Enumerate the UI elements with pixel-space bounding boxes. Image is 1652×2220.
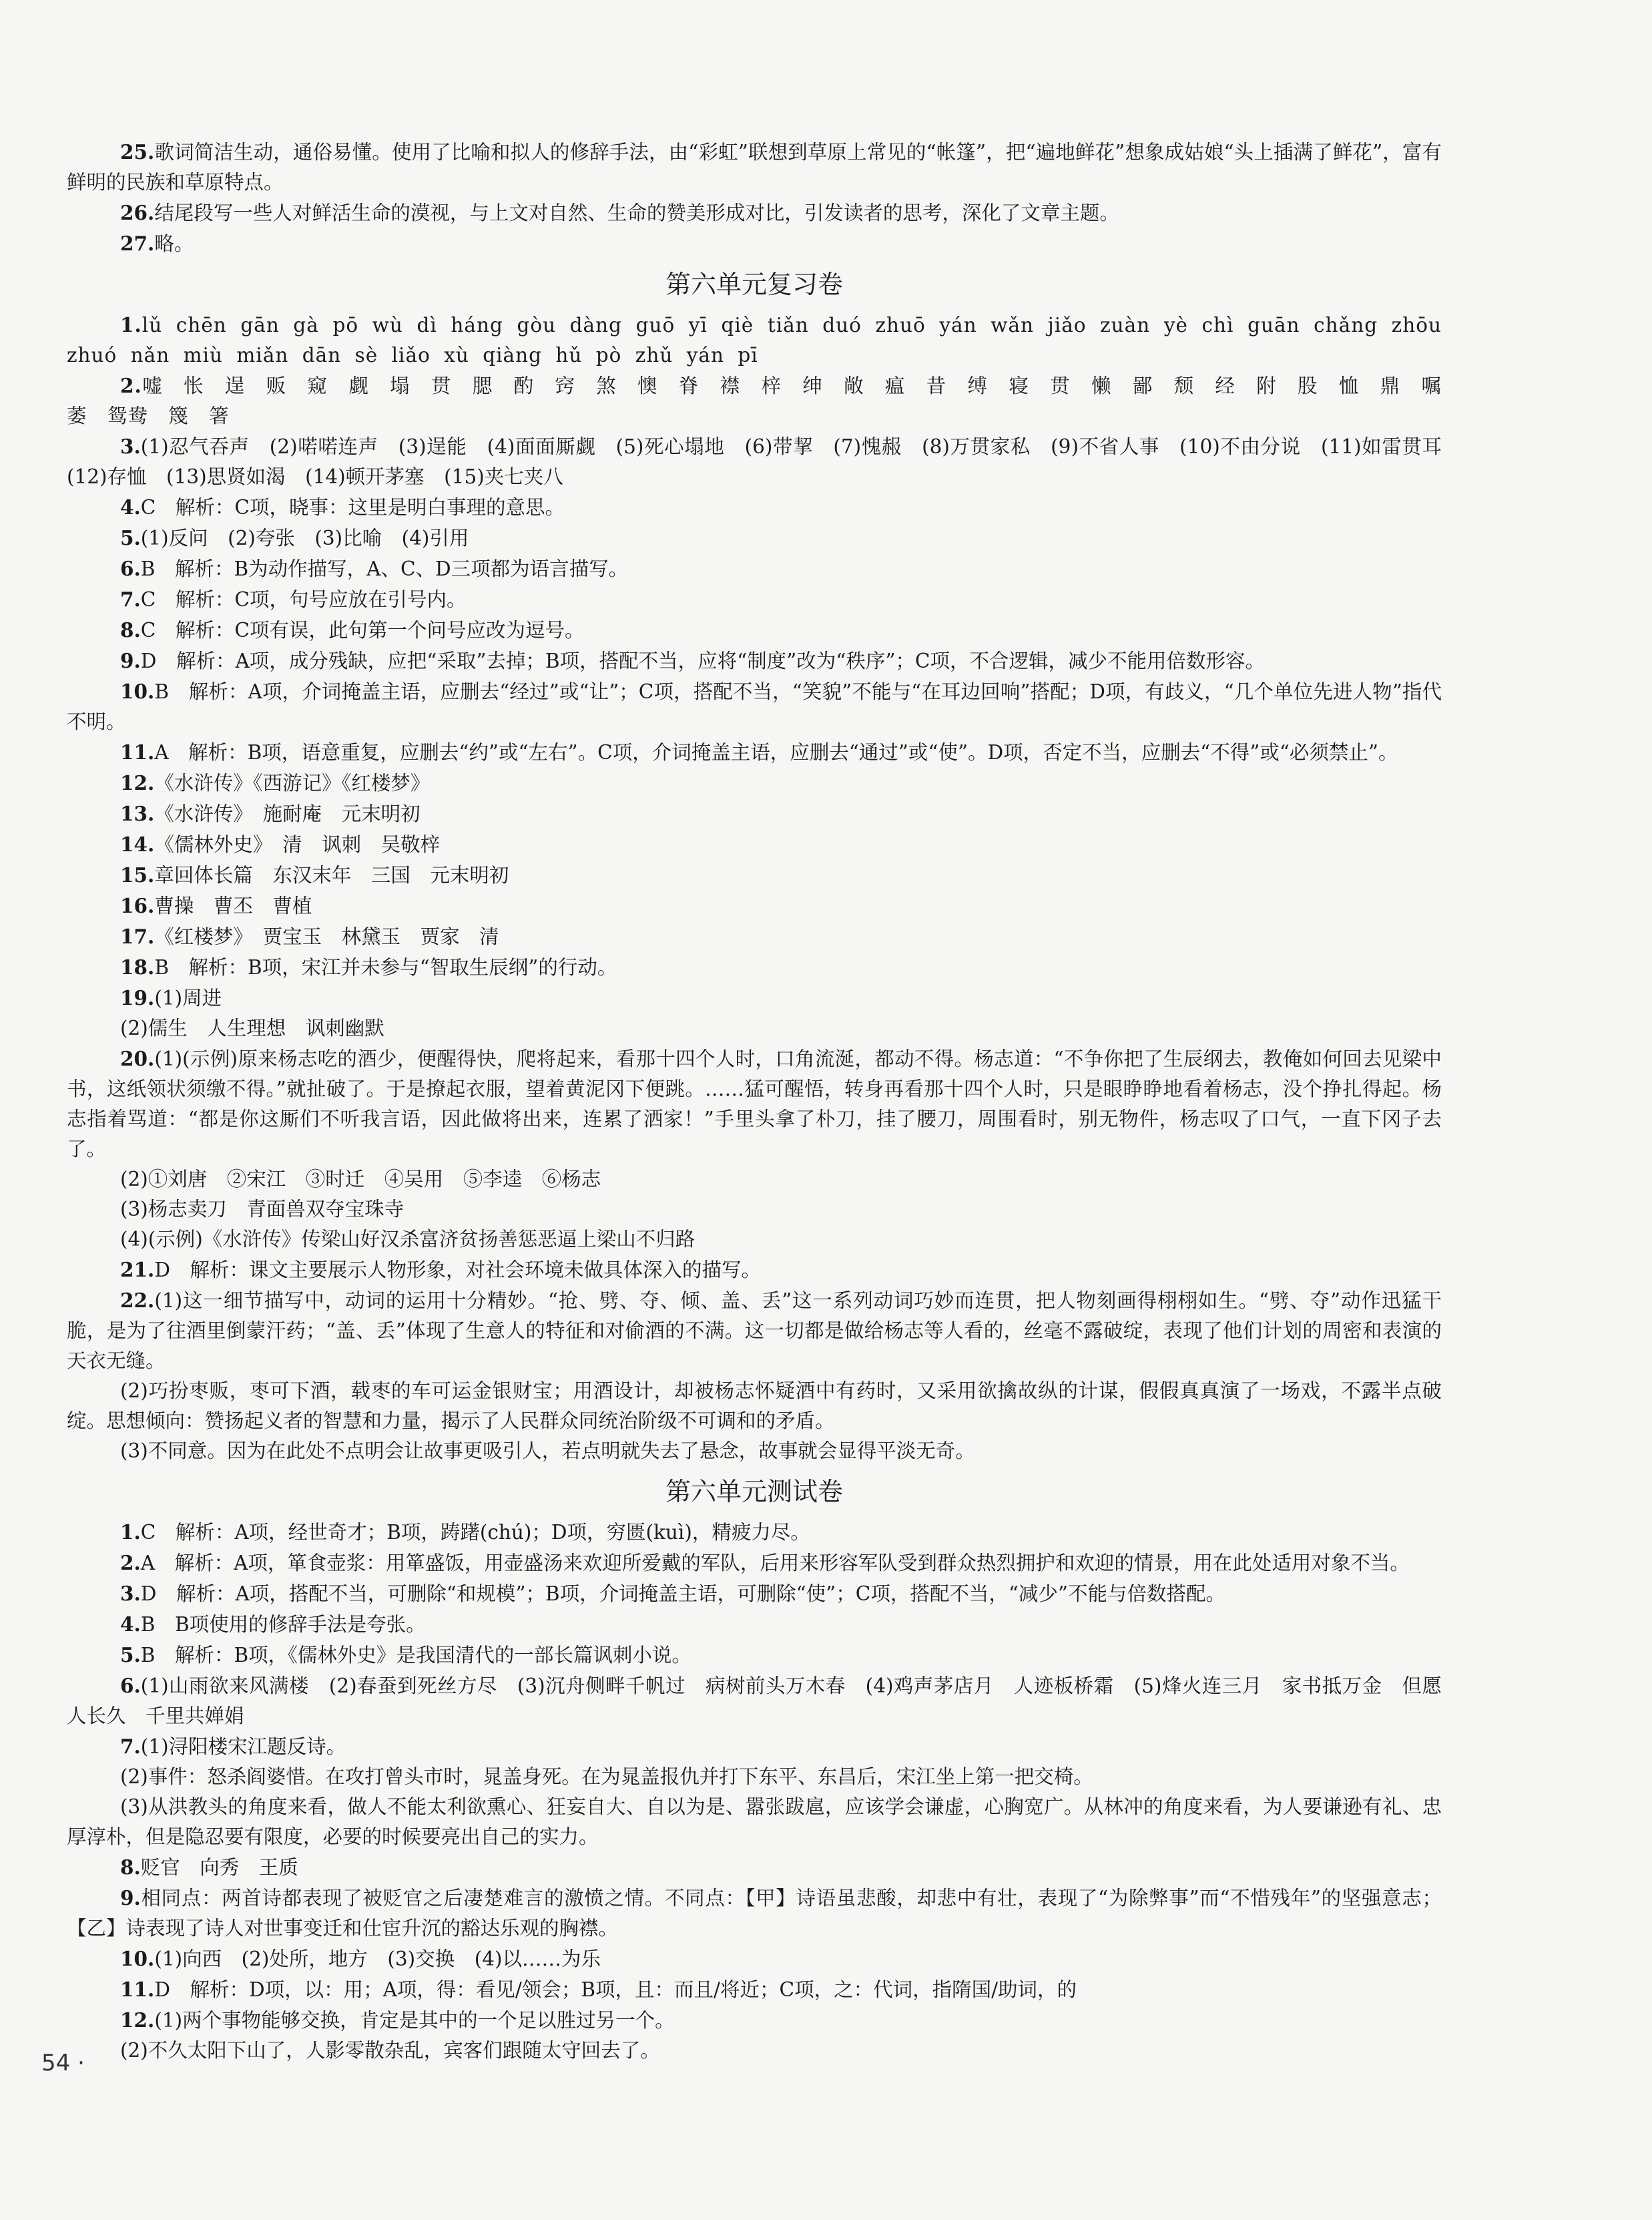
answer-number: 9. (120, 1886, 141, 1910)
answer-item-t5 (67, 1640, 1442, 1671)
answer-item-t9 (67, 1883, 1442, 1944)
answer-text: B B项使用的修辞手法是夸张。 (140, 1613, 426, 1636)
answer-item-t7 (67, 1731, 1442, 1762)
answer-item-t3 (67, 1578, 1442, 1609)
section-title-test: 第六单元测试卷 (665, 1477, 843, 1506)
answer-text: (1)忍气吞声 (2)喏喏连声 (3)逞能 (4)面面厮觑 (5)死心塌地 (6)带挈 (7)愧赧 (8)万贯家私 (9)不省人事 (10)不由分说 (11)如雷贯耳 (12)存恤 (13)思贤如渴 (14)顿开茅塞 (15)夹七夹八 (67, 435, 1462, 488)
answer-text: B 解析：B为动作描写，A、C、D三项都为语言描写。 (140, 558, 629, 580)
answer-text: 略。 (154, 232, 194, 255)
answer-number: 7. (120, 1735, 141, 1758)
answer-number: 13. (120, 802, 155, 825)
answer-text: (1)向西 (2)处所，地方 (3)交换 (4)以……为乐 (154, 1948, 601, 1970)
answer-item-q11 (67, 737, 1442, 768)
test-answers (67, 1517, 1442, 2066)
answer-item-t7c (67, 1792, 1442, 1852)
answer-item-q15 (67, 860, 1442, 891)
answer-text: 《红楼梦》 贾宝玉 林黛玉 贾家 清 (154, 925, 499, 948)
answer-item-q4 (67, 492, 1442, 523)
answer-number: 2. (120, 374, 142, 397)
answer-number: 15. (120, 863, 155, 887)
answer-number: 5. (120, 526, 141, 549)
answer-item-t11 (67, 1974, 1442, 2005)
answer-number: 3. (120, 1582, 141, 1605)
page-content (67, 137, 1462, 2066)
top-answers (67, 137, 1442, 259)
answer-item-q27 (67, 228, 1442, 259)
answer-item-t8 (67, 1852, 1442, 1883)
answer-text: 相同点：两首诗都表现了被贬官之后凄楚难言的激愤之情。不同点：【甲】诗语虽悲酸，却悲中有壮，表现了“为除弊事”而“不惜残年”的坚强意志；【乙】诗表现了诗人对世事变迁和仕宦升沉的豁达乐观的胸襟。 (67, 1887, 1442, 1940)
answer-text: (1)两个事物能够交换，肯定是其中的一个足以胜过另一个。 (154, 2009, 675, 2032)
answer-item-q6 (67, 553, 1442, 584)
answer-number: 8. (120, 1855, 141, 1879)
answer-number: 27. (120, 232, 155, 255)
answer-number: 20. (120, 1047, 155, 1070)
answer-number: 2. (120, 1551, 141, 1574)
answer-item-q8 (67, 615, 1442, 646)
answer-item-q16 (67, 891, 1442, 921)
answer-item-q3 (67, 431, 1462, 492)
answer-number: 12. (120, 771, 155, 795)
answer-text: 《水浒传》 施耐庵 元末明初 (154, 803, 421, 825)
answer-number: 9. (120, 649, 141, 672)
answer-text: (3)从洪教头的角度来看，做人不能太利欲熏心、狂妄自大、自以为是、嚣张跋扈，应该学会谦虚，心胸宽广。从林冲的角度来看，为人要谦逊有礼、忠厚淳朴，但是隐忍要有限度，必要的时候要亮出自己的实力。 (67, 1795, 1442, 1848)
answer-number: 11. (120, 1978, 155, 2001)
answer-number: 4. (120, 495, 141, 519)
answer-item-q19b (67, 1014, 1442, 1044)
answer-text: D 解析：A项，成分残缺，应把“采取”去掉；B项，搭配不当，应将“制度”改为“秩序”；C项，不合逻辑，减少不能用倍数形容。 (140, 650, 1265, 672)
answer-item-q2 (67, 371, 1442, 431)
answer-text: (1)(示例)原来杨志吃的酒少，便醒得快，爬将起来，看那十四个人时，口角流涎，都动不得。杨志道：“不争你把了生辰纲去，教俺如何回去见梁中书，这纸领状须缴不得。”就扯破了。于是撩起衣服，望着黄泥冈下便跳。……猛可醒悟，转身再看那十四个人时，只是眼睁睁地看着杨志，没个挣扎得起。杨志指着骂道：“都是你这厮们不听我言语，因此做将出来，连累了洒家！”手里头拿了朴刀，挂了腰刀，周围看时，别无物件，杨志叹了口气，一直下冈子去了。 (67, 1048, 1442, 1160)
answer-number: 17. (120, 925, 155, 948)
answer-number: 11. (120, 740, 155, 764)
answer-item-q20c (67, 1194, 1442, 1225)
answer-item-t7b (67, 1762, 1442, 1792)
answer-text: (1)浔阳楼宋江题反诗。 (140, 1735, 346, 1758)
answer-text: (4)(示例)《水浒传》传梁山好汉杀富济贫扬善惩恶逼上梁山不归路 (120, 1228, 696, 1251)
answer-item-q12 (67, 768, 1442, 799)
section-title-review: 第六单元复习卷 (665, 270, 843, 299)
answer-text: 曹操 曹丕 曹植 (154, 895, 312, 917)
answer-item-q14 (67, 829, 1442, 860)
answer-text: B 解析：B项，宋江并未参与“智取生辰纲”的行动。 (154, 956, 617, 979)
answer-number: 6. (120, 557, 141, 580)
answer-number: 5. (120, 1643, 141, 1667)
answer-text: (3)杨志卖刀 青面兽双夺宝珠寺 (120, 1198, 404, 1220)
answer-item-q20d (67, 1225, 1442, 1255)
answer-text: (2)儒生 人生理想 讽刺幽默 (120, 1017, 384, 1040)
answer-number: 16. (120, 894, 155, 917)
answer-number: 8. (120, 618, 141, 642)
answer-text: (1)周进 (154, 987, 222, 1010)
answer-item-q21 (67, 1255, 1442, 1285)
answer-item-q17 (67, 921, 1442, 952)
answer-number: 3. (120, 435, 141, 458)
answer-item-q1 (67, 310, 1442, 371)
answer-text: 结尾段写一些人对鲜活生命的漠视，与上文对自然、生命的赞美形成对比，引发读者的思考，深化了文章主题。 (154, 202, 1119, 224)
answer-item-t6 (67, 1671, 1442, 1731)
answer-text: (1)反问 (2)夸张 (3)比喻 (4)引用 (140, 527, 469, 549)
answer-text: 《儒林外史》 清 讽刺 吴敬梓 (154, 833, 441, 856)
pinyin-answers: lǔ chēn gān gà pō wù dì háng gòu dàng guō yī qiè tiǎn duó zhuō yán wǎn jiǎo zuàn yè chì guān chǎng zhōu zhuó nǎn miù miǎn dān sè liǎo xù qiàng hǔ pò zhǔ yán pī (67, 314, 1442, 367)
answer-text: 贬官 向秀 王质 (140, 1856, 298, 1879)
answer-number: 22. (120, 1289, 155, 1312)
answer-number: 4. (120, 1612, 141, 1636)
answer-number: 19. (120, 986, 155, 1010)
answer-item-q22 (67, 1285, 1442, 1376)
answer-item-q18 (67, 952, 1442, 983)
answer-number: 10. (120, 1947, 155, 1970)
answer-number: 12. (120, 2008, 155, 2032)
answer-number: 26. (120, 201, 155, 224)
answer-text: 章回体长篇 东汉末年 三国 元末明初 (154, 864, 509, 887)
answer-number: 21. (120, 1258, 155, 1281)
answer-item-q19 (67, 983, 1442, 1014)
answer-number: 25. (120, 140, 155, 164)
answer-item-q13 (67, 799, 1442, 829)
answer-item-t12b (67, 2036, 1442, 2066)
answer-text: 歌词简洁生动，通俗易懂。使用了比喻和拟人的修辞手法，由“彩虹”联想到草原上常见的“帐篷”，把“遍地鲜花”想象成姑娘“头上插满了鲜花”，富有鲜明的民族和草原特点。 (67, 141, 1442, 194)
answer-text: (2)①刘唐 ②宋江 ③时迁 ④吴用 ⑤李逵 ⑥杨志 (120, 1168, 601, 1190)
answer-item-q20 (67, 1044, 1442, 1164)
page-number: 54 · (41, 2050, 85, 2076)
answer-item-q7 (67, 584, 1442, 615)
answer-number: 18. (120, 955, 155, 979)
answer-text: 《水浒传》《西游记》《红楼梦》 (154, 772, 431, 795)
answer-item-t2 (67, 1548, 1442, 1578)
answer-item-t12 (67, 2005, 1442, 2036)
answer-item-q26 (67, 198, 1442, 228)
answer-text: (2)事件：怒杀阎婆惜。在攻打曾头市时，晁盖身死。在为晁盖报仇并打下东平、东昌后，宋江坐上第一把交椅。 (120, 1765, 1093, 1788)
answer-text: D 解析：A项，搭配不当，可删除“和规模”；B项，介词掩盖主语，可删除“使”；C项，搭配不当，“减少”不能与倍数搭配。 (140, 1582, 1225, 1605)
answer-text: (3)不同意。因为在此处不点明会让故事更吸引人，若点明就失去了悬念，故事就会显得平淡无奇。 (120, 1439, 975, 1462)
answer-number: 7. (120, 588, 141, 611)
answer-item-q9 (67, 646, 1442, 676)
answer-item-q20b (67, 1164, 1442, 1194)
answer-number: 10. (120, 680, 155, 703)
answer-text: B 解析：A项，介词掩盖主语，应删去“经过”或“让”；C项，搭配不当，“笑貌”不能与“在耳边回响”搭配；D项，有歧义，“几个单位先进人物”指代不明。 (67, 680, 1442, 733)
answer-number: 1. (120, 313, 142, 337)
answer-text: (1)山雨欲来风满楼 (2)春蚕到死丝方尽 (3)沉舟侧畔千帆过 病树前头万木春 (4)鸡声茅店月 人迹板桥霜 (5)烽火连三月 家书抵万金 但愿人长久 千里共婵娟 (67, 1675, 1442, 1727)
answer-item-t10 (67, 1944, 1442, 1974)
answer-text: C 解析：A项，经世奇才；B项，踌躇(chú)；D项，穷匮(kuì)，精疲力尽。 (140, 1521, 810, 1544)
answer-text: C 解析：C项，句号应放在引号内。 (140, 588, 467, 611)
answer-number: 1. (120, 1520, 141, 1544)
character-answers: 嘘 怅 逞 贩 窥 觑 塌 贯 腮 酌 窍 煞 懊 脊 襟 梓 绅 敞 瘟 昔 缚 寝 贯 懒 鄙 颓 经 附 股 恤 鼎 嘱 萎 鸳鸯 篾 箸 (67, 375, 1442, 427)
answer-item-q25 (67, 137, 1442, 198)
answer-text: A 解析：B项，语意重复，应删去“约”或“左右”。C项，介词掩盖主语，应删去“通过”或“使”。D项，否定不当，应删去“不得”或“必须禁止”。 (154, 741, 1398, 764)
answer-number: 6. (120, 1674, 141, 1697)
answer-text: (2)巧扮枣贩，枣可下酒，载枣的车可运金银财宝；用酒设计，却被杨志怀疑酒中有药时，又采用欲擒故纵的计谋，假假真真演了一场戏，不露半点破绽。思想倾向：赞扬起义者的智慧和力量，揭示了人民群众同统治阶级不可调和的矛盾。 (67, 1379, 1442, 1432)
answer-item-t4 (67, 1609, 1442, 1640)
answer-item-q22b (67, 1376, 1442, 1436)
answer-text: D 解析：D项，以：用；A项，得：看见/领会；B项，且：而且/将近；C项，之：代词，指隋国/助词，的 (154, 1978, 1077, 2001)
answer-item-q22c (67, 1436, 1442, 1466)
answer-item-q10 (67, 676, 1442, 737)
review-answers (67, 431, 1462, 1466)
answer-text: B 解析：B项，《儒林外史》是我国清代的一部长篇讽刺小说。 (140, 1644, 692, 1667)
answer-text: (2)不久太阳下山了，人影零散杂乱，宾客们跟随太守回去了。 (120, 2039, 660, 2062)
answer-text: C 解析：C项，晓事：这里是明白事理的意思。 (140, 496, 565, 519)
answer-item-t1 (67, 1517, 1442, 1548)
answer-text: C 解析：C项有误，此句第一个问号应改为逗号。 (140, 619, 585, 642)
answer-text: A 解析：A项，箪食壶浆：用箪盛饭，用壶盛汤来欢迎所爱戴的军队，后用来形容军队受到群众热烈拥护和欢迎的情景，用在此处适用对象不当。 (140, 1552, 1410, 1574)
answer-text: D 解析：课文主要展示人物形象，对社会环境未做具体深入的描写。 (154, 1259, 761, 1281)
answer-item-q5 (67, 523, 1442, 553)
answer-text: (1)这一细节描写中，动词的运用十分精妙。“抢、劈、夺、倾、盖、丢”这一系列动词巧妙而连贯，把人物刻画得栩栩如生。“劈、夺”动作迅猛干脆，是为了往酒里倒蒙汗药；“盖、丢”体现了生意人的特征和对偷酒的不满。这一切都是做给杨志等人看的，丝毫不露破绽，表现了他们计划的周密和表演的天衣无缝。 (67, 1289, 1442, 1372)
answer-number: 14. (120, 833, 155, 856)
